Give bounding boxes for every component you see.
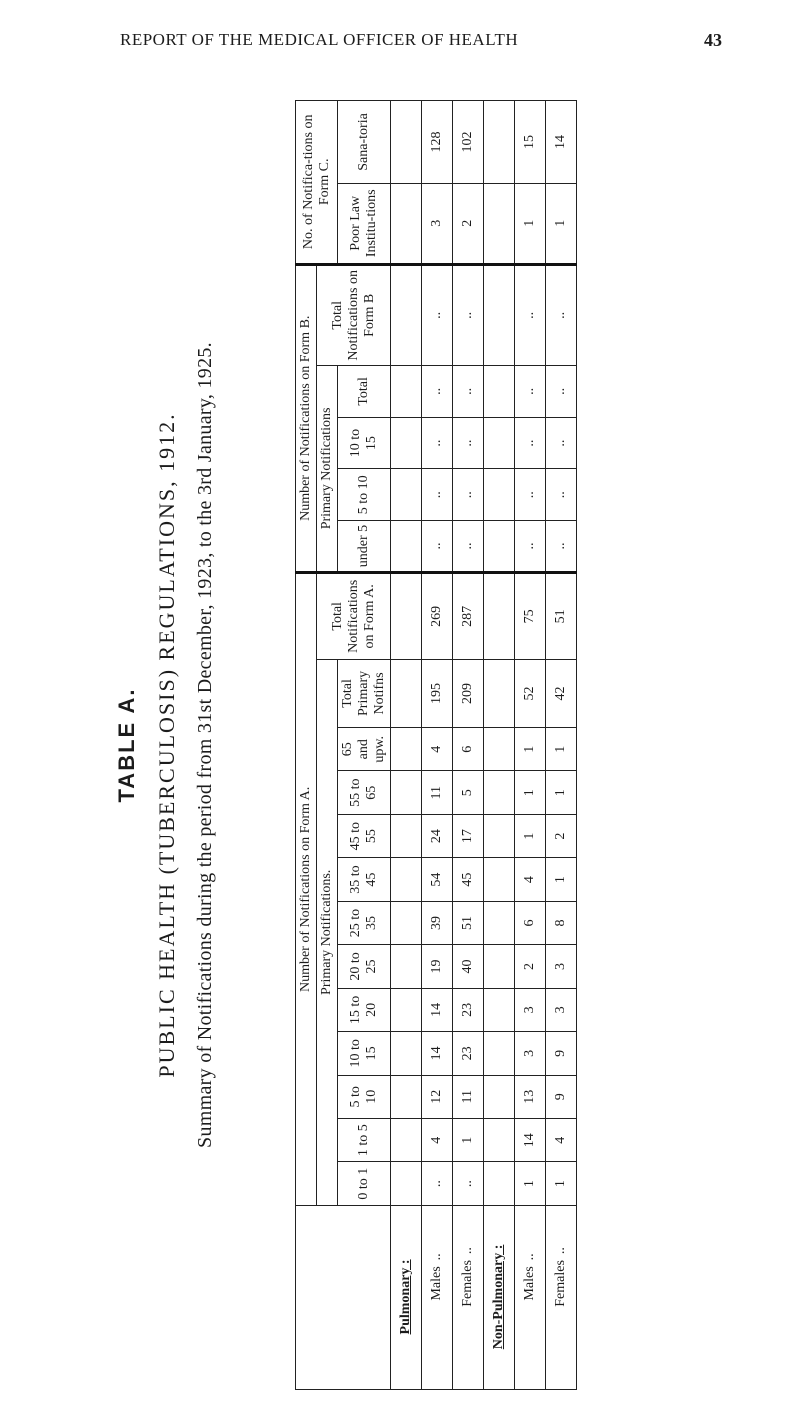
- form-c-cell: [391, 101, 422, 184]
- age-count-cell: [484, 814, 515, 857]
- table-row: [453, 101, 484, 1390]
- row-label: [546, 1205, 577, 1389]
- form-b-cell: ..: [453, 469, 484, 521]
- age-count-cell: 4: [515, 858, 546, 901]
- age-column-header: 35 to 45: [338, 858, 391, 901]
- row-label: [484, 1205, 515, 1389]
- age-count-cell: 19: [422, 945, 453, 988]
- age-count-cell: [391, 1162, 422, 1205]
- total-form-a-cell: 269: [422, 572, 453, 659]
- age-count-cell: 2: [515, 945, 546, 988]
- age-count-cell: ..: [422, 1162, 453, 1205]
- form-b-cell: [484, 469, 515, 521]
- total-primary-cell: [391, 659, 422, 727]
- age-count-cell: [391, 988, 422, 1031]
- total-form-b-cell: ..: [422, 264, 453, 365]
- age-count-cell: [391, 771, 422, 814]
- age-count-cell: 4: [422, 728, 453, 771]
- form-b-cell: [391, 366, 422, 418]
- age-column-header: 25 to 35: [338, 901, 391, 944]
- age-count-cell: 3: [546, 945, 577, 988]
- age-column-header: 55 to 65: [338, 771, 391, 814]
- age-count-cell: 3: [515, 988, 546, 1031]
- form-c-cell: 128: [422, 101, 453, 184]
- age-count-cell: 1: [546, 858, 577, 901]
- age-count-cell: 1: [453, 1119, 484, 1162]
- form-c-cell: 1: [546, 183, 577, 264]
- age-count-cell: [484, 945, 515, 988]
- age-count-cell: 14: [422, 1032, 453, 1075]
- total-form-b-cell: ..: [453, 264, 484, 365]
- row-label-text: Males: [429, 1266, 445, 1301]
- total-form-b-cell: [391, 264, 422, 365]
- row-label-text: Pulmonary :: [398, 1259, 414, 1335]
- form-c-cell: 2: [453, 183, 484, 264]
- age-count-cell: 1: [546, 1162, 577, 1205]
- row-label: [422, 1205, 453, 1389]
- age-count-cell: 51: [453, 901, 484, 944]
- row-label: [453, 1205, 484, 1389]
- rotated-table-area: [110, 100, 750, 1390]
- form-c-group-header: No. of Notifica-tions on Form C.: [296, 101, 338, 265]
- form-b-cell: ..: [515, 521, 546, 573]
- form-b-cell: ..: [515, 366, 546, 418]
- form-b-cell: ..: [515, 469, 546, 521]
- form-b-cell: ..: [422, 521, 453, 573]
- age-count-cell: [391, 728, 422, 771]
- age-count-cell: 3: [546, 988, 577, 1031]
- age-count-cell: 13: [515, 1075, 546, 1118]
- total-primary-cell: 195: [422, 659, 453, 727]
- age-count-cell: [484, 1075, 515, 1118]
- row-label-leader: ..: [553, 1247, 569, 1255]
- form-b-cell: ..: [546, 469, 577, 521]
- age-count-cell: ..: [453, 1162, 484, 1205]
- age-count-cell: [391, 1119, 422, 1162]
- total-form-b-cell: ..: [515, 264, 546, 365]
- form-c-cell: 15: [515, 101, 546, 184]
- age-count-cell: [484, 1032, 515, 1075]
- age-count-cell: 39: [422, 901, 453, 944]
- form-b-group-header: Number of Notifications on Form B.: [296, 264, 317, 572]
- age-count-cell: 1: [546, 728, 577, 771]
- age-count-cell: 1: [515, 728, 546, 771]
- age-count-cell: [484, 728, 515, 771]
- total-form-a-cell: [391, 572, 422, 659]
- age-count-cell: 6: [515, 901, 546, 944]
- total-form-b-header: Total Notifications on Form B: [317, 264, 391, 365]
- age-count-cell: [484, 901, 515, 944]
- table-label: TABLE A.: [114, 687, 139, 803]
- total-primary-header: Total Primary Notifns: [338, 659, 391, 727]
- row-label-text: Females: [553, 1260, 569, 1307]
- age-count-cell: [484, 1162, 515, 1205]
- age-count-cell: 40: [453, 945, 484, 988]
- table-subtitle: Summary of Notifications during the period from 31st December, 1923, to the 3rd January, 1925.: [194, 342, 216, 1148]
- age-count-cell: [391, 945, 422, 988]
- age-count-cell: 11: [422, 771, 453, 814]
- form-b-cell: ..: [546, 366, 577, 418]
- age-count-cell: 14: [422, 988, 453, 1031]
- age-count-cell: 2: [546, 814, 577, 857]
- age-count-cell: 3: [515, 1032, 546, 1075]
- form-b-cell: ..: [422, 469, 453, 521]
- age-column-header: 0 to 1: [338, 1162, 391, 1205]
- form-b-cell: ..: [453, 521, 484, 573]
- age-count-cell: [391, 814, 422, 857]
- age-column-header: 15 to 20: [338, 988, 391, 1031]
- form-b-cell: [484, 521, 515, 573]
- c-column-header: Poor Law Institu-tions: [338, 183, 391, 264]
- age-count-cell: 1: [515, 771, 546, 814]
- age-count-cell: [391, 1075, 422, 1118]
- total-form-b-cell: ..: [546, 264, 577, 365]
- age-column-header: 45 to 55: [338, 814, 391, 857]
- form-c-cell: 102: [453, 101, 484, 184]
- form-b-cell: [391, 521, 422, 573]
- form-b-primary-header: Primary Notifications: [317, 366, 338, 573]
- table-row: [546, 101, 577, 1390]
- row-label-header: [296, 1205, 391, 1389]
- total-primary-cell: 42: [546, 659, 577, 727]
- age-count-cell: 23: [453, 1032, 484, 1075]
- form-b-cell: ..: [453, 417, 484, 469]
- form-b-cell: ..: [546, 521, 577, 573]
- b-column-header: Total: [338, 366, 391, 418]
- row-label-leader: ..: [429, 1253, 445, 1261]
- form-b-cell: [391, 469, 422, 521]
- age-count-cell: 45: [453, 858, 484, 901]
- age-count-cell: 9: [546, 1075, 577, 1118]
- total-primary-cell: [484, 659, 515, 727]
- table-row: [484, 101, 515, 1390]
- form-a-primary-header: Primary Notifications.: [317, 659, 338, 1205]
- form-b-cell: [391, 417, 422, 469]
- age-count-cell: 17: [453, 814, 484, 857]
- age-column-header: 65 and upw.: [338, 728, 391, 771]
- age-count-cell: [391, 901, 422, 944]
- row-label-text: Females: [460, 1260, 476, 1307]
- age-count-cell: 54: [422, 858, 453, 901]
- form-c-cell: [484, 183, 515, 264]
- row-label: [391, 1205, 422, 1389]
- form-c-cell: [391, 183, 422, 264]
- total-form-a-cell: 51: [546, 572, 577, 659]
- age-count-cell: [484, 1119, 515, 1162]
- form-c-cell: 1: [515, 183, 546, 264]
- age-count-cell: [391, 858, 422, 901]
- form-b-cell: [484, 366, 515, 418]
- running-header: REPORT OF THE MEDICAL OFFICER OF HEALTH: [120, 30, 519, 49]
- form-b-cell: [484, 417, 515, 469]
- table-title: PUBLIC HEALTH (TUBERCULOSIS) REGULATIONS, 1912.: [154, 412, 179, 1078]
- age-count-cell: 8: [546, 901, 577, 944]
- b-column-header: 5 to 10: [338, 469, 391, 521]
- row-label-leader: ..: [522, 1253, 538, 1261]
- age-count-cell: 23: [453, 988, 484, 1031]
- table-row: [391, 101, 422, 1390]
- table-row: [515, 101, 546, 1390]
- age-count-cell: [391, 1032, 422, 1075]
- table-row: [422, 101, 453, 1390]
- age-count-cell: 6: [453, 728, 484, 771]
- c-column-header: Sana-toria: [338, 101, 391, 184]
- form-c-cell: 14: [546, 101, 577, 184]
- age-count-cell: 1: [515, 1162, 546, 1205]
- age-count-cell: 11: [453, 1075, 484, 1118]
- age-count-cell: [484, 988, 515, 1031]
- b-column-header: under 5: [338, 521, 391, 573]
- form-a-group-header: Number of Notifications on Form A.: [296, 572, 317, 1205]
- age-column-header: 10 to 15: [338, 1032, 391, 1075]
- total-form-b-cell: [484, 264, 515, 365]
- row-label: [515, 1205, 546, 1389]
- age-count-cell: 1: [515, 814, 546, 857]
- page-number: 43: [704, 30, 722, 50]
- age-count-cell: 12: [422, 1075, 453, 1118]
- total-primary-cell: 209: [453, 659, 484, 727]
- form-c-cell: [484, 101, 515, 184]
- form-b-cell: ..: [453, 366, 484, 418]
- age-column-header: 20 to 25: [338, 945, 391, 988]
- age-count-cell: 14: [515, 1119, 546, 1162]
- table-titles: [110, 100, 217, 1390]
- form-b-cell: ..: [422, 366, 453, 418]
- age-count-cell: 4: [422, 1119, 453, 1162]
- form-b-cell: ..: [422, 417, 453, 469]
- form-b-cell: ..: [515, 417, 546, 469]
- age-count-cell: 1: [546, 771, 577, 814]
- notifications-table: [295, 100, 577, 1390]
- total-form-a-cell: 287: [453, 572, 484, 659]
- row-label-text: Non-Pulmonary :: [491, 1244, 507, 1350]
- age-count-cell: [484, 771, 515, 814]
- row-label-leader: ..: [460, 1247, 476, 1255]
- age-count-cell: 5: [453, 771, 484, 814]
- table-body: [391, 101, 577, 1390]
- b-column-header: 10 to 15: [338, 417, 391, 469]
- total-form-a-cell: [484, 572, 515, 659]
- total-form-a-cell: 75: [515, 572, 546, 659]
- form-b-cell: ..: [546, 417, 577, 469]
- age-count-cell: 4: [546, 1119, 577, 1162]
- form-c-cell: 3: [422, 183, 453, 264]
- total-form-a-header: Total Notifications on Form A.: [317, 572, 391, 659]
- age-count-cell: 9: [546, 1032, 577, 1075]
- age-count-cell: 24: [422, 814, 453, 857]
- age-column-header: 5 to 10: [338, 1075, 391, 1118]
- row-label-text: Males: [522, 1266, 538, 1301]
- age-count-cell: [484, 858, 515, 901]
- total-primary-cell: 52: [515, 659, 546, 727]
- age-column-header: 1 to 5: [338, 1119, 391, 1162]
